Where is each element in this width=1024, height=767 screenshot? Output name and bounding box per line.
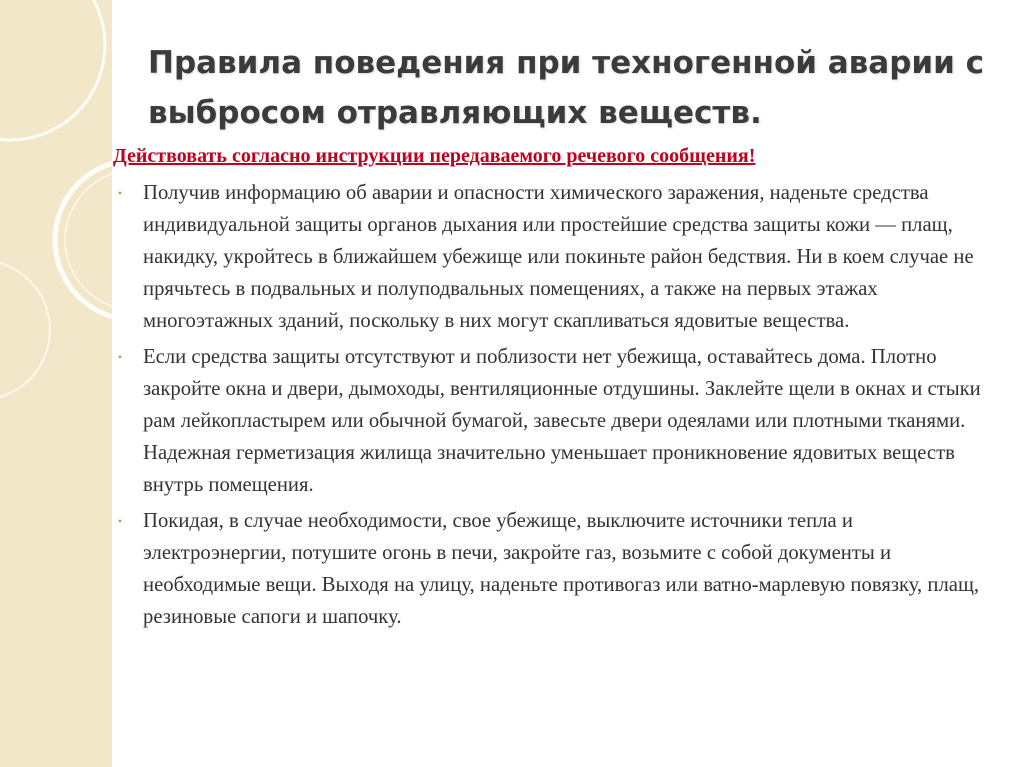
bullet-icon: • — [117, 350, 123, 364]
bullet-icon: • — [117, 514, 123, 528]
bullet-item — [113, 341, 993, 501]
bullet-list — [113, 177, 993, 637]
bullet-item — [113, 177, 993, 337]
bullet-text: Получив информацию об аварии и опасности химического заражения, наденьте средства индивидуальной защиты органов дыхания или простейшие средства защиты кожи — плащ, накидку, укройтесь в ближайшем убежище или покиньте район бедствия. Ни в коем случае не прячьтесь в подвальных и полуподвальных помещениях, а также на первых этажах многоэтажных зданий, поскольку в них могут скапливаться ядовитые вещества. — [143, 182, 974, 332]
bullet-text: Если средства защиты отсутствуют и поблизости нет убежища, оставайтесь дома. Плотно закройте окна и двери, дымоходы, вентиляционные отдушины. Заклейте щели в окнах и стыки рам лейкопластырем или обычной бумагой, завесьте двери одеялами или плотными тканями. Надежная герметизация жилища значительно уменьшает проникновение ядовитых веществ внутрь помещения. — [143, 346, 981, 496]
bullet-item — [113, 505, 993, 633]
bullet-icon: • — [117, 186, 123, 200]
slide-title: Правила поведения при техногенной аварии с выбросом отравляющих веществ. — [148, 45, 985, 131]
slide-subtitle: Действовать согласно инструкции передаваемого речевого сообщения! — [113, 145, 756, 167]
bullet-text: Покидая, в случае необходимости, свое убежище, выключите источники тепла и электроэнергии, потушите огонь в печи, закройте газ, возьмите с собой документы и необходимые вещи. Выходя на улицу, наденьте противогаз или ватно-марлевую повязку, плащ, резиновые сапоги и шапочку. — [143, 510, 980, 628]
